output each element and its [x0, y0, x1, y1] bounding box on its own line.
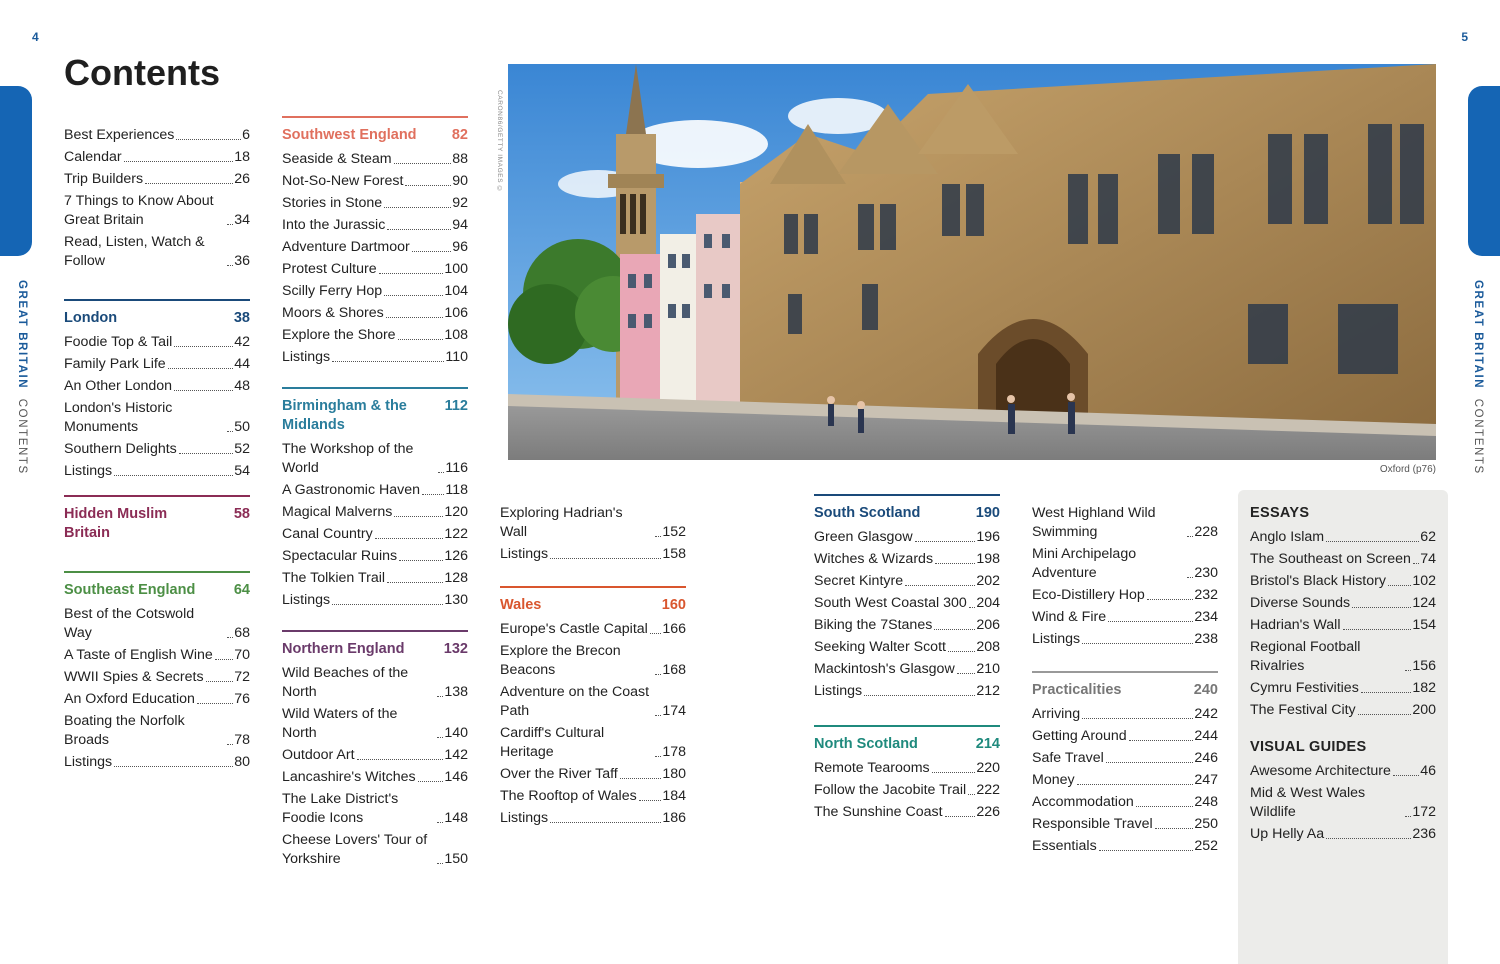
toc-entry[interactable]: Boating the Norfolk Broads 78 — [64, 713, 250, 748]
toc-entry[interactable]: Mini Archipelago Adventure 230 — [1032, 546, 1218, 581]
toc-entry[interactable]: Secret Kintyre 202 — [814, 573, 1000, 589]
toc-entry[interactable]: Cheese Lovers' Tour of Yorkshire 150 — [282, 832, 468, 867]
toc-section-birmingham — [282, 387, 468, 610]
toc-entry[interactable]: An Other London 48 — [64, 378, 250, 394]
chapter-tab-right — [1468, 86, 1500, 256]
toc-section-north-scotland — [814, 725, 1000, 822]
toc-entry[interactable]: Remote Tearooms 220 — [814, 760, 1000, 776]
toc-section-essays — [1250, 504, 1436, 720]
toc-entry[interactable]: The Workshop of the World 116 — [282, 441, 468, 476]
toc-entry[interactable]: Listings 54 — [64, 463, 250, 479]
toc-entry[interactable]: The Festival City 200 — [1250, 702, 1436, 718]
toc-section-visual-guides — [1250, 738, 1436, 844]
toc-entry[interactable]: Diverse Sounds 124 — [1250, 595, 1436, 611]
toc-entry[interactable]: Regional Football Rivalries 156 — [1250, 639, 1436, 674]
toc-entry[interactable]: Seeking Walter Scott 208 — [814, 639, 1000, 655]
toc-entry[interactable]: Listings 110 — [282, 349, 468, 365]
toc-entry[interactable]: Getting Around 244 — [1032, 728, 1218, 744]
toc-entry[interactable]: Read, Listen, Watch & Follow 36 — [64, 234, 250, 269]
chapter-tab-left — [0, 86, 32, 256]
toc-section-southwest — [282, 116, 468, 367]
section-heading[interactable]: Hidden Muslim Britain 58 — [64, 506, 250, 541]
toc-column-4 — [814, 494, 1000, 836]
toc-entry[interactable]: West Highland Wild Swimming 228 — [1032, 505, 1218, 540]
toc-entry[interactable]: Hadrian's Wall 154 — [1250, 617, 1436, 633]
side-label-section: CONTENTS — [1472, 398, 1484, 475]
toc-entry[interactable]: Best of the Cotswold Way 68 — [64, 606, 250, 641]
toc-section-northern — [282, 630, 468, 869]
side-label-section: CONTENTS — [16, 398, 28, 475]
toc-entry[interactable]: Biking the 7Stanes 206 — [814, 617, 1000, 633]
section-heading: ESSAYS — [1250, 505, 1310, 521]
side-label-right — [1472, 280, 1484, 475]
section-heading[interactable]: South Scotland 190 — [814, 505, 1000, 521]
toc-entry[interactable]: Europe's Castle Capital 166 — [500, 621, 686, 637]
toc-entry[interactable]: A Gastronomic Haven 118 — [282, 482, 468, 498]
toc-entry[interactable]: Money 247 — [1032, 772, 1218, 788]
section-heading[interactable]: Southeast England 64 — [64, 582, 250, 598]
toc-section-practicalities — [1032, 671, 1218, 856]
toc-entry[interactable]: Moors & Shores 106 — [282, 305, 468, 321]
toc-entry[interactable]: Eco-Distillery Hop 232 — [1032, 587, 1218, 603]
toc-column-1 — [64, 126, 250, 786]
toc-entry[interactable]: Adventure on the Coast Path 174 — [500, 684, 686, 719]
toc-entry[interactable]: Lancashire's Witches 146 — [282, 769, 468, 785]
toc-entry[interactable]: Mackintosh's Glasgow 210 — [814, 661, 1000, 677]
side-label-book: GREAT BRITAIN — [1472, 280, 1484, 390]
photo-credit: CARON86/GETTY IMAGES © — [496, 90, 503, 194]
toc-entry[interactable]: Outdoor Art 142 — [282, 747, 468, 763]
section-heading[interactable]: Birmingham & the Midlands 112 — [282, 398, 468, 433]
toc-column-3 — [500, 504, 686, 842]
toc-entry[interactable]: Southern Delights 52 — [64, 441, 250, 457]
toc-entry[interactable]: Anglo Islam 62 — [1250, 529, 1436, 545]
toc-entry[interactable]: Green Glasgow 196 — [814, 529, 1000, 545]
toc-entry[interactable]: Spectacular Ruins 126 — [282, 548, 468, 564]
toc-entry[interactable]: Arriving 242 — [1032, 706, 1218, 722]
section-heading[interactable]: North Scotland 214 — [814, 736, 1000, 752]
section-heading[interactable]: Practicalities 240 — [1032, 682, 1218, 698]
toc-entry[interactable]: Mid & West Wales Wildlife 172 — [1250, 785, 1436, 820]
toc-section-london — [64, 299, 250, 481]
toc-entry[interactable]: Responsible Travel 250 — [1032, 816, 1218, 832]
toc-section-wales — [500, 586, 686, 828]
toc-entry[interactable]: Calendar 18 — [64, 149, 250, 165]
toc-entry[interactable]: Cardiff's Cultural Heritage 178 — [500, 725, 686, 760]
toc-column-2 — [282, 116, 468, 883]
toc-entry[interactable]: Canal Country 122 — [282, 526, 468, 542]
toc-entry[interactable]: Wind & Fire 234 — [1032, 609, 1218, 625]
toc-entry[interactable]: Explore the Brecon Beacons 168 — [500, 643, 686, 678]
toc-entry[interactable]: Listings 186 — [500, 810, 686, 826]
toc-entry[interactable]: Safe Travel 246 — [1032, 750, 1218, 766]
toc-entry[interactable]: Foodie Top & Tail 42 — [64, 334, 250, 350]
toc-entry[interactable]: Cymru Festivities 182 — [1250, 680, 1436, 696]
toc-entry[interactable]: Wild Beaches of the North 138 — [282, 665, 468, 700]
toc-entry[interactable]: Magical Malverns 120 — [282, 504, 468, 520]
toc-entry[interactable]: Best Experiences 6 — [64, 127, 250, 143]
toc-entry[interactable]: Scilly Ferry Hop 104 — [282, 283, 468, 299]
toc-entry[interactable]: London's Historic Monuments 50 — [64, 400, 250, 435]
toc-entry[interactable]: Follow the Jacobite Trail 222 — [814, 782, 1000, 798]
section-heading: VISUAL GUIDES — [1250, 739, 1367, 755]
side-label-left — [16, 280, 28, 475]
toc-entry[interactable]: An Oxford Education 76 — [64, 691, 250, 707]
toc-entry[interactable]: The Southeast on Screen 74 — [1250, 551, 1436, 567]
toc-entry[interactable]: Wild Waters of the North 140 — [282, 706, 468, 741]
toc-entry[interactable]: Seaside & Steam 88 — [282, 151, 468, 167]
toc-entry[interactable]: Into the Jurassic 94 — [282, 217, 468, 233]
side-label-book: GREAT BRITAIN — [16, 280, 28, 390]
toc-entry[interactable]: Essentials 252 — [1032, 838, 1218, 854]
section-heading[interactable]: Southwest England 82 — [282, 127, 468, 143]
toc-entry[interactable]: Accommodation 248 — [1032, 794, 1218, 810]
toc-entry[interactable]: Awesome Architecture 46 — [1250, 763, 1436, 779]
toc-entry[interactable]: Trip Builders 26 — [64, 171, 250, 187]
toc-entry[interactable]: The Rooftop of Wales 184 — [500, 788, 686, 804]
toc-entry[interactable]: Over the River Taff 180 — [500, 766, 686, 782]
toc-entry[interactable]: Not-So-New Forest 90 — [282, 173, 468, 189]
toc-column-5 — [1032, 504, 1218, 870]
toc-entry[interactable]: Stories in Stone 92 — [282, 195, 468, 211]
toc-entry[interactable]: Listings 80 — [64, 754, 250, 770]
toc-entry[interactable]: The Tolkien Trail 128 — [282, 570, 468, 586]
toc-section-south-scotland — [814, 494, 1000, 701]
toc-entry[interactable]: Bristol's Black History 102 — [1250, 573, 1436, 589]
toc-entry[interactable]: Up Helly Aa 236 — [1250, 826, 1436, 842]
toc-entry[interactable]: Family Park Life 44 — [64, 356, 250, 372]
toc-section-hidden-muslim — [64, 495, 250, 543]
section-heading[interactable]: Wales 160 — [500, 597, 686, 613]
toc-entry[interactable]: A Taste of English Wine 70 — [64, 647, 250, 663]
toc-entry[interactable]: Listings 238 — [1032, 631, 1218, 647]
toc-entry[interactable]: Listings 212 — [814, 683, 1000, 699]
page-title: Contents — [64, 52, 220, 93]
toc-section-southeast — [64, 571, 250, 772]
toc-entry[interactable]: Exploring Hadrian's Wall 152 — [500, 505, 686, 540]
toc-entry[interactable]: The Lake District's Foodie Icons 148 — [282, 791, 468, 826]
photo-caption: Oxford (p76) — [1379, 464, 1436, 475]
toc-entry[interactable]: 7 Things to Know About Great Britain 34 — [64, 193, 250, 228]
toc-entry[interactable]: Adventure Dartmoor 96 — [282, 239, 468, 255]
oxford-street-photo — [508, 64, 1436, 460]
toc-entry[interactable]: South West Coastal 300 204 — [814, 595, 1000, 611]
section-heading[interactable]: Northern England 132 — [282, 641, 468, 657]
toc-entry[interactable]: Listings 158 — [500, 546, 686, 562]
toc-entry[interactable]: Witches & Wizards 198 — [814, 551, 1000, 567]
toc-entry[interactable]: Protest Culture 100 — [282, 261, 468, 277]
toc-entry[interactable]: The Sunshine Coast 226 — [814, 804, 1000, 820]
page-number-right: 5 — [1461, 30, 1468, 44]
toc-entry[interactable]: Explore the Shore 108 — [282, 327, 468, 343]
page-number-left: 4 — [32, 30, 39, 44]
section-heading[interactable]: London 38 — [64, 310, 250, 326]
toc-entry[interactable]: WWII Spies & Secrets 72 — [64, 669, 250, 685]
toc-column-6 — [1250, 504, 1436, 858]
toc-entry[interactable]: Listings 130 — [282, 592, 468, 608]
